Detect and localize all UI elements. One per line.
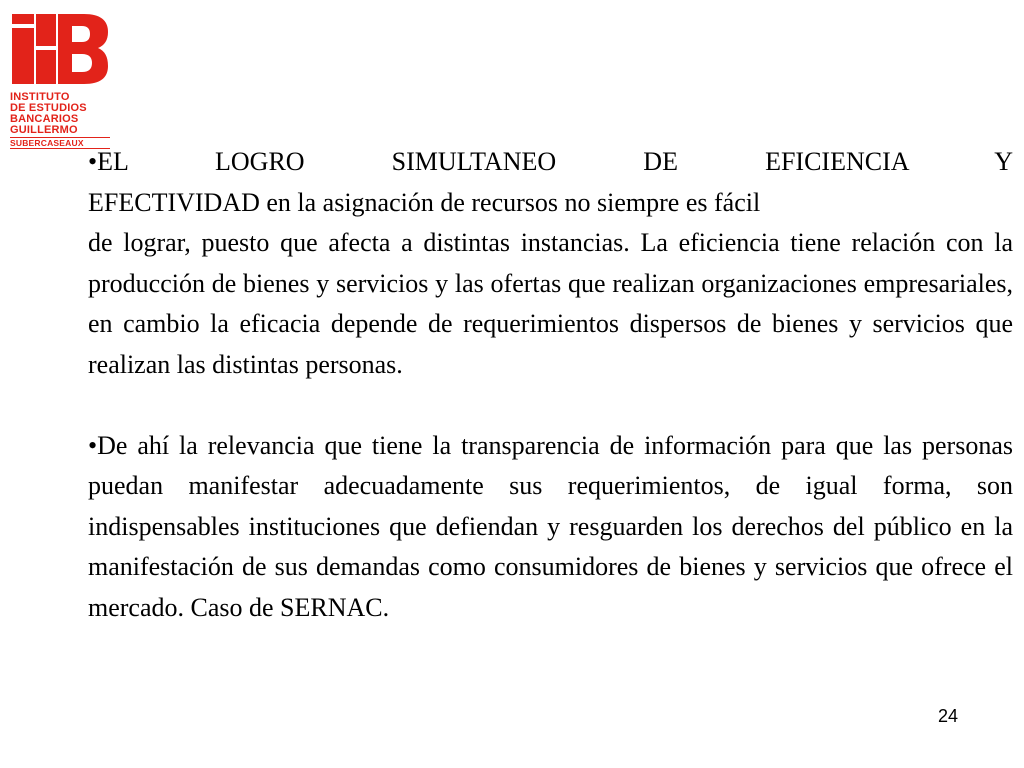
logo-line: BANCARIOS (10, 113, 79, 125)
paragraph-spacer (88, 385, 1013, 426)
ieb-logo-icon (10, 10, 110, 88)
slide-body (88, 142, 1013, 628)
logo-line: GUILLERMO (10, 124, 78, 136)
paragraph-1-line-2: EFECTIVIDAD en la asignación de recursos no siempre es fácil (88, 187, 761, 217)
logo-text (10, 92, 110, 149)
institute-logo (10, 10, 110, 149)
paragraph-1-line-1: •EL LOGRO SIMULTANEO DE EFICIENCIA Y (88, 147, 1013, 176)
paragraph-2: •De ahí la relevancia que tiene la transparencia de información para que las personas puedan manifestar adecuadamente sus requerimientos, de igual forma, son indispensables instituciones que defiendan y resguarden los derechos del público en la manifestación de sus demandas como consumidores de bienes y servicios que ofrece el mercado. Caso de SERNAC. (88, 430, 1013, 622)
logo-line: SUBERCASEAUX (10, 137, 110, 149)
page-number: 24 (938, 706, 959, 726)
logo-line: INSTITUTO (10, 91, 70, 103)
paragraph-1-body: de lograr, puesto que afecta a distintas instancias. La eficiencia tiene relación con la producción de bienes y servicios y las ofertas que realizan organizaciones empresariales, en cambio la eficacia depende de requerimientos dispersos de bienes y servicios que realizan las distintas personas. (88, 228, 1013, 379)
logo-line: DE ESTUDIOS (10, 102, 87, 114)
